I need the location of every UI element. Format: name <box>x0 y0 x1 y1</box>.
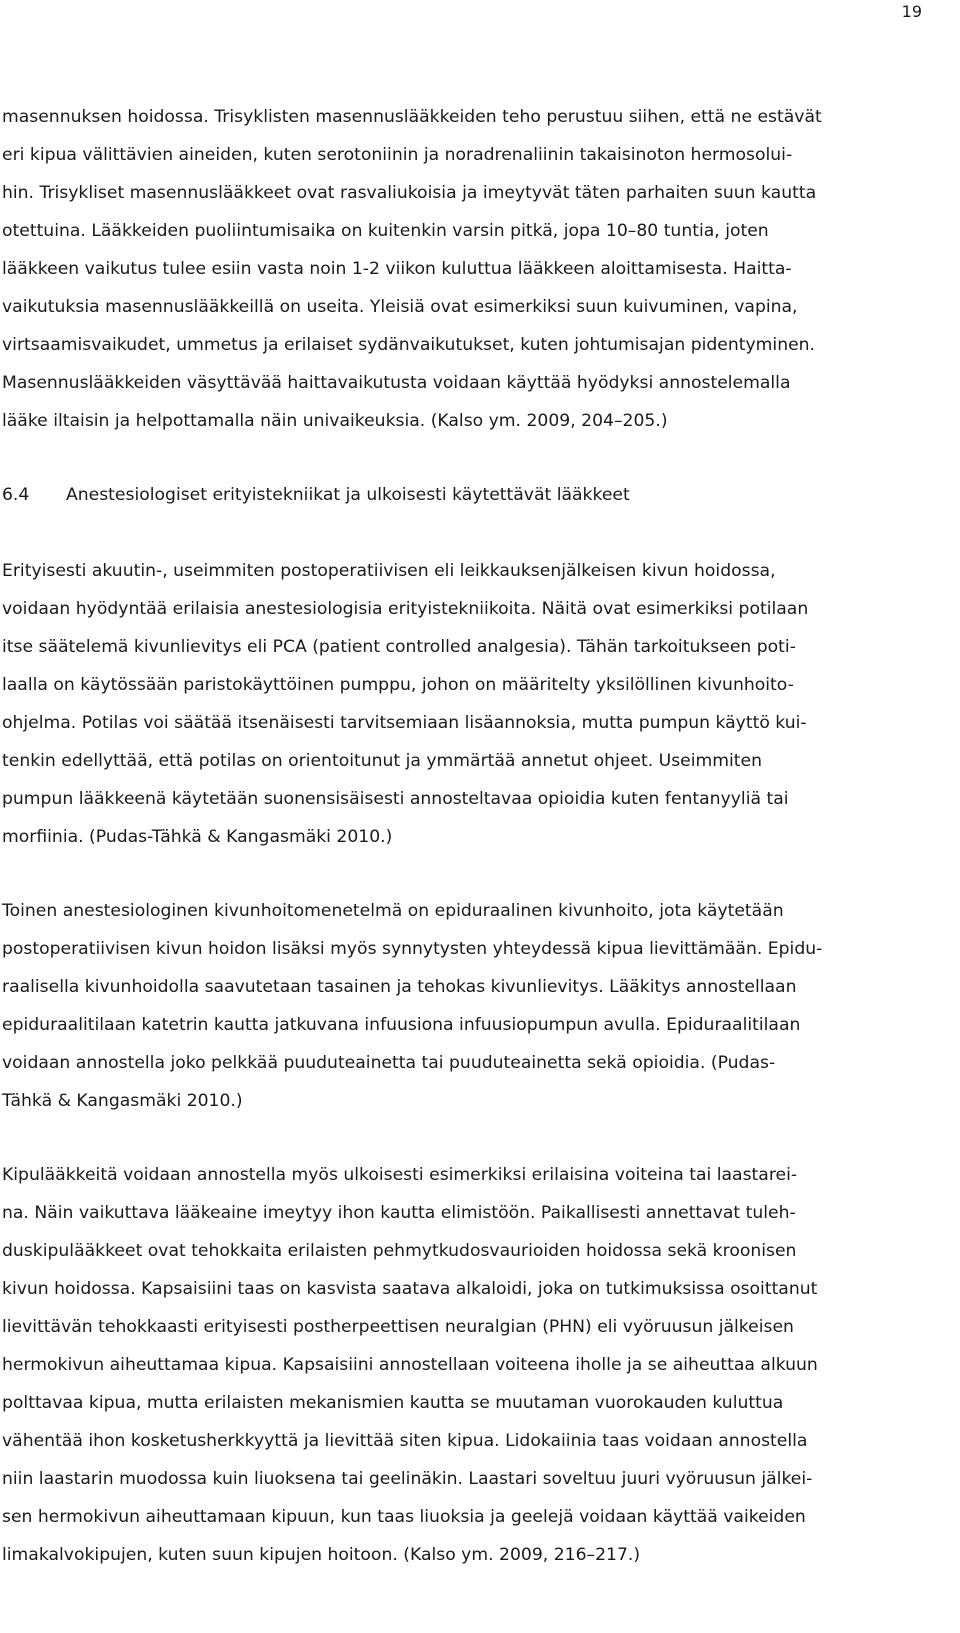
text-line: Toinen anestesiologinen kivunhoitomenetelmä on epiduraalinen kivunhoito, jota käytetään <box>2 901 784 921</box>
text-line: otettuina. Lääkkeiden puoliintumisaika on kuitenkin varsin pitkä, jopa 10–80 tuntia, joten <box>2 221 769 241</box>
text-line: masennuksen hoidossa. Trisyklisten masennuslääkkeiden teho perustuu siihen, että ne estävät <box>2 107 822 127</box>
text-line: Tähkä & Kangasmäki 2010.) <box>2 1091 243 1111</box>
text-line: polttavaa kipua, mutta erilaisten mekanismien kautta se muutaman vuorokauden kuluttua <box>2 1393 784 1413</box>
text-line: niin laastarin muodossa kuin liuoksena tai geelinäkin. Laastari soveltuu juuri vyöruusun jälkei- <box>2 1469 813 1489</box>
text-line: duskipulääkkeet ovat tehokkaita erilaisten pehmytkudosvaurioiden hoidossa sekä kroonisen <box>2 1241 797 1261</box>
text-line: lääke iltaisin ja helpottamalla näin univaikeuksia. (Kalso ym. 2009, 204–205.) <box>2 411 668 431</box>
text-line: sen hermokivun aiheuttamaan kipuun, kun taas liuoksia ja geelejä voidaan käyttää vaikeiden <box>2 1507 806 1527</box>
text-line: raalisella kivunhoidolla saavutetaan tasainen ja tehokas kivunlievitys. Lääkitys annostellaan <box>2 977 797 997</box>
text-line: kivun hoidossa. Kapsaisiini taas on kasvista saatava alkaloidi, joka on tutkimuksissa osoittanut <box>2 1279 818 1299</box>
text-line: virtsaamisvaikudet, ummetus ja erilaiset sydänvaikutukset, kuten johtumisajan pidentyminen. <box>2 335 816 355</box>
text-line: itse säätelemä kivunlievitys eli PCA (patient controlled analgesia). Tähän tarkoitukseen poti- <box>2 637 796 657</box>
text-line: Erityisesti akuutin-, useimmiten postoperatiivisen eli leikkauksenjälkeisen kivun hoidossa, <box>2 561 776 581</box>
text-line: limakalvokipujen, kuten suun kipujen hoitoon. (Kalso ym. 2009, 216–217.) <box>2 1545 641 1565</box>
text-line: lääkkeen vaikutus tulee esiin vasta noin 1-2 viikon kuluttua lääkkeen aloittamisesta. Haitta- <box>2 259 792 279</box>
text-line: Kipulääkkeitä voidaan annostella myös ulkoisesti esimerkiksi erilaisina voiteina tai laastarei- <box>2 1165 798 1185</box>
text-line: hin. Trisykliset masennuslääkkeet ovat rasvaliukoisia ja imeytyvät täten parhaiten suun kautta <box>2 183 817 203</box>
text-line: lievittävän tehokkaasti erityisesti postherpeettisen neuralgian (PHN) eli vyöruusun jälkeisen <box>2 1317 794 1337</box>
section-heading <box>2 483 630 507</box>
text-line: morfiinia. (Pudas-Tähkä & Kangasmäki 2010.) <box>2 827 393 847</box>
text-line: laalla on käytössään paristokäyttöinen pumppu, johon on määritelty yksilöllinen kivunhoito- <box>2 675 794 695</box>
text-line: ohjelma. Potilas voi säätää itsenäisesti tarvitsemiaan lisäannoksia, mutta pumpun käyttö kui- <box>2 713 807 733</box>
text-line: na. Näin vaikuttava lääkeaine imeytyy ihon kautta elimistöön. Paikallisesti annettavat tuleh- <box>2 1203 796 1223</box>
text-line: tenkin edellyttää, että potilas on orientoitunut ja ymmärtää annetut ohjeet. Useimmiten <box>2 751 762 771</box>
section-number: 6.4 <box>2 485 30 505</box>
text-line: eri kipua välittävien aineiden, kuten serotoniinin ja noradrenaliinin takaisinoton hermosolui- <box>2 145 793 165</box>
text-line: vaikutuksia masennuslääkkeillä on useita. Yleisiä ovat esimerkiksi suun kuivuminen, vapina, <box>2 297 798 317</box>
text-line: epiduraalitilaan katetrin kautta jatkuvana infuusiona infuusiopumpun avulla. Epiduraalitilaan <box>2 1015 801 1035</box>
text-line: postoperatiivisen kivun hoidon lisäksi myös synnytysten yhteydessä kipua lievittämään. Epidu- <box>2 939 823 959</box>
text-line: voidaan annostella joko pelkkää puuduteainetta tai puuduteainetta sekä opioidia. (Pudas- <box>2 1053 776 1073</box>
text-line: vähentää ihon kosketusherkkyyttä ja lievittää siten kipua. Lidokaiinia taas voidaan annostella <box>2 1431 808 1451</box>
page-number: 19 <box>901 2 922 21</box>
text-line: hermokivun aiheuttamaa kipua. Kapsaisiini annostellaan voiteena iholle ja se aiheuttaa alkuun <box>2 1355 818 1375</box>
text-line: Masennuslääkkeiden väsyttävää haittavaikutusta voidaan käyttää hyödyksi annostelemalla <box>2 373 791 393</box>
text-line: pumpun lääkkeenä käytetään suonensisäisesti annosteltavaa opioidia kuten fentanyyliä tai <box>2 789 789 809</box>
text-line: voidaan hyödyntää erilaisia anestesiologisia erityistekniikoita. Näitä ovat esimerkiksi potilaan <box>2 599 809 619</box>
section-title: Anestesiologiset erityistekniikat ja ulkoisesti käytettävät lääkkeet <box>66 485 630 505</box>
